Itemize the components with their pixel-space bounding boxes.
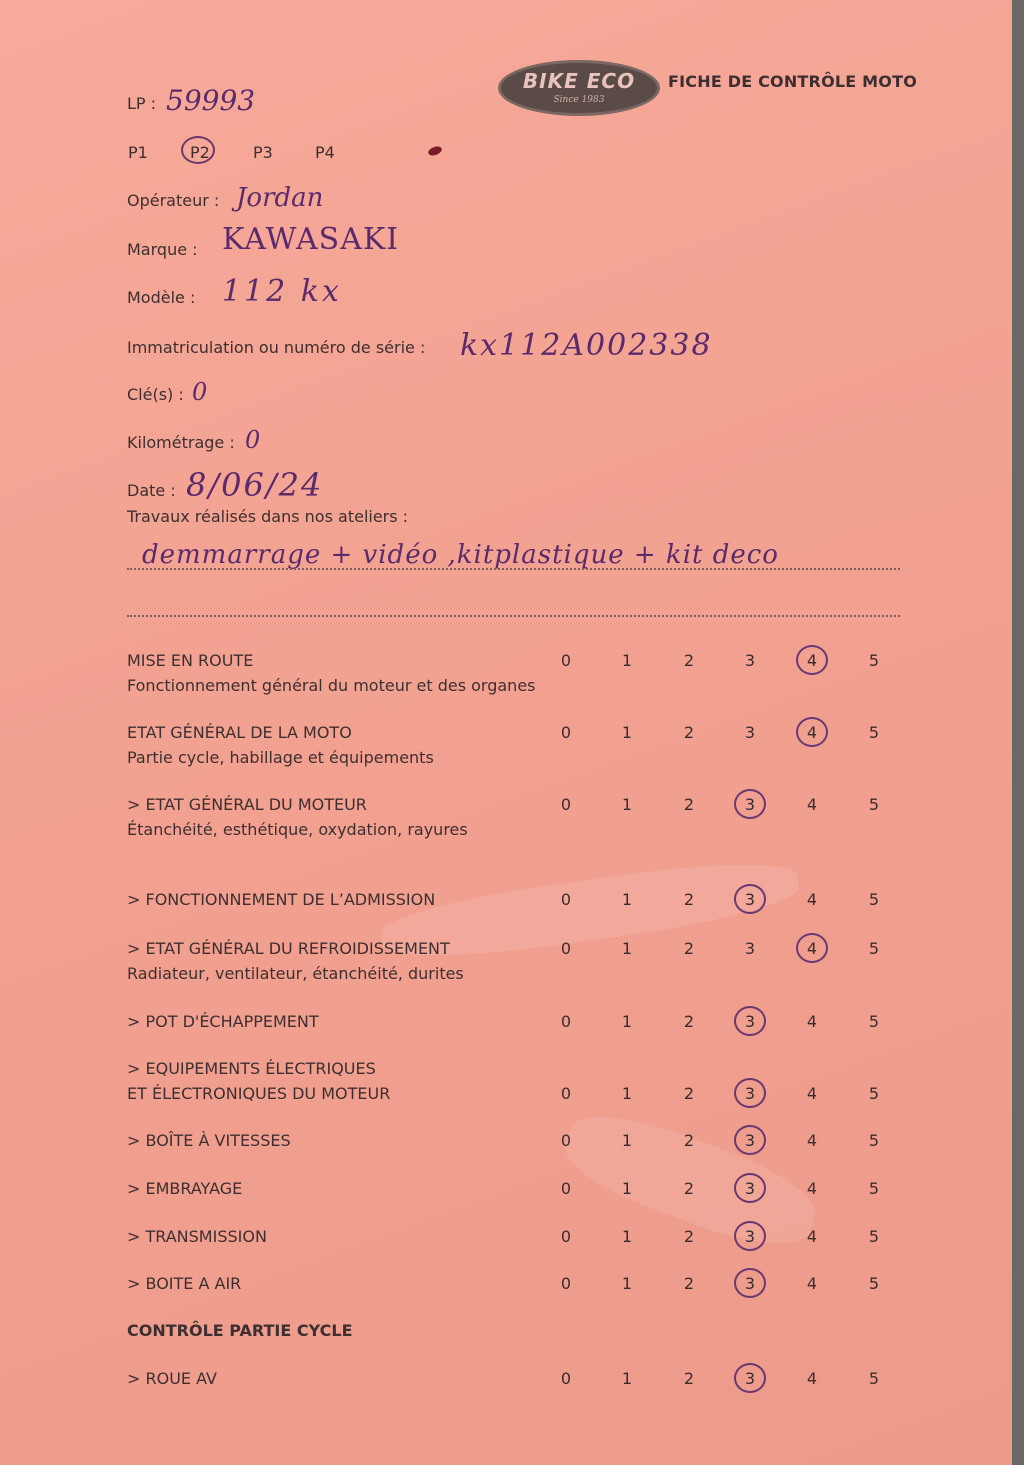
score-circle-selected (734, 1006, 766, 1036)
score-option-1: 1 (621, 1179, 633, 1198)
score-option-5: 5 (868, 1012, 880, 1031)
score-option-5: 5 (868, 1369, 880, 1388)
score-option-4: 4 (806, 1012, 818, 1031)
score-option-5: 5 (868, 890, 880, 909)
score-option-5: 5 (868, 939, 880, 958)
score-circle-selected (734, 789, 766, 819)
score-option-2: 2 (683, 939, 695, 958)
score-option-1: 1 (621, 939, 633, 958)
score-option-0: 0 (560, 1227, 572, 1246)
lp-value: 59993 (166, 84, 256, 117)
score-option-3: 3 (744, 1084, 756, 1103)
score-circle-selected (734, 1125, 766, 1155)
score-option-3: 3 (744, 1274, 756, 1293)
score-option-0: 0 (560, 1084, 572, 1103)
criterion-title: > ROUE AV (127, 1369, 217, 1388)
score-option-2: 2 (683, 1227, 695, 1246)
score-circle-selected (734, 1173, 766, 1203)
score-option-2: 2 (683, 723, 695, 742)
score-option-3: 3 (744, 939, 756, 958)
score-option-4: 4 (806, 795, 818, 814)
date-value: 8/06/24 (186, 466, 324, 504)
score-option-1: 1 (621, 651, 633, 670)
score-option-0: 0 (560, 651, 572, 670)
score-option-1: 1 (621, 1084, 633, 1103)
score-option-1: 1 (621, 890, 633, 909)
score-option-1: 1 (621, 795, 633, 814)
score-option-2: 2 (683, 1084, 695, 1103)
score-option-3: 3 (744, 1131, 756, 1150)
score-circle-selected (734, 1363, 766, 1393)
score-option-1: 1 (621, 1369, 633, 1388)
criterion-subtitle: Étanchéité, esthétique, oxydation, rayures (127, 820, 468, 839)
criterion-title: MISE EN ROUTE (127, 651, 254, 670)
cles-label: Clé(s) : (127, 385, 184, 404)
selected-position-circle (181, 136, 215, 164)
score-option-1: 1 (621, 1131, 633, 1150)
criterion-title: > FONCTIONNEMENT DE L’ADMISSION (127, 890, 436, 909)
score-option-3: 3 (744, 890, 756, 909)
bike-eco-logo: BIKE ECO Since 1983 (498, 60, 660, 116)
immatriculation-value: kx112A002338 (460, 328, 713, 363)
score-option-1: 1 (621, 1227, 633, 1246)
score-option-5: 5 (868, 795, 880, 814)
criterion-title: > ETAT GÉNÉRAL DU REFROIDISSEMENT (127, 939, 450, 958)
score-option-4: 4 (806, 651, 818, 670)
score-option-5: 5 (868, 1084, 880, 1103)
marque-value: KAWASAKI (222, 222, 400, 257)
score-option-0: 0 (560, 939, 572, 958)
travaux-dotted-line-2 (127, 615, 900, 617)
score-option-4: 4 (806, 1274, 818, 1293)
operateur-value: Jordan (236, 183, 324, 213)
score-circle-selected (734, 1221, 766, 1251)
score-option-0: 0 (560, 795, 572, 814)
marque-label: Marque : (127, 240, 198, 259)
criterion-title: > TRANSMISSION (127, 1227, 267, 1246)
operateur-label: Opérateur : (127, 191, 220, 210)
score-option-4: 4 (806, 723, 818, 742)
criterion-title: > ETAT GÉNÉRAL DU MOTEUR (127, 795, 367, 814)
score-option-3: 3 (744, 1179, 756, 1198)
score-option-5: 5 (868, 1227, 880, 1246)
score-option-3: 3 (744, 723, 756, 742)
score-option-0: 0 (560, 1369, 572, 1388)
position-p4: P4 (315, 143, 335, 162)
score-option-2: 2 (683, 651, 695, 670)
score-option-4: 4 (806, 1179, 818, 1198)
score-option-4: 4 (806, 890, 818, 909)
criterion-title: > POT D'ÉCHAPPEMENT (127, 1012, 319, 1031)
score-option-2: 2 (683, 1131, 695, 1150)
score-option-4: 4 (806, 1131, 818, 1150)
section-title-partie-cycle: CONTRÔLE PARTIE CYCLE (127, 1321, 353, 1340)
score-option-5: 5 (868, 1179, 880, 1198)
kilometrage-value: 0 (245, 426, 261, 454)
criterion-subtitle: Partie cycle, habillage et équipements (127, 748, 434, 767)
score-option-3: 3 (744, 795, 756, 814)
score-option-3: 3 (744, 1012, 756, 1031)
position-p1: P1 (128, 143, 148, 162)
score-circle-selected (796, 645, 828, 675)
score-option-4: 4 (806, 1369, 818, 1388)
travaux-dotted-line-1 (127, 568, 900, 570)
modele-value: 112 kx (222, 274, 342, 309)
criterion-title: > EMBRAYAGE (127, 1179, 243, 1198)
criterion-title: ETAT GÉNÉRAL DE LA MOTO (127, 723, 352, 742)
score-option-0: 0 (560, 723, 572, 742)
criterion-title: > EQUIPEMENTS ÉLECTRIQUES (127, 1059, 376, 1078)
score-option-3: 3 (744, 651, 756, 670)
score-option-2: 2 (683, 1179, 695, 1198)
score-option-5: 5 (868, 723, 880, 742)
score-option-5: 5 (868, 651, 880, 670)
criterion-subtitle: Radiateur, ventilateur, étanchéité, durites (127, 964, 464, 983)
score-option-0: 0 (560, 1012, 572, 1031)
criterion-subtitle: Fonctionnement général du moteur et des organes (127, 676, 536, 695)
score-circle-selected (734, 884, 766, 914)
score-option-1: 1 (621, 1274, 633, 1293)
score-option-4: 4 (806, 1227, 818, 1246)
ink-blot (427, 145, 443, 157)
criterion-title: > BOITE A AIR (127, 1274, 242, 1293)
position-p2: P2 (190, 143, 210, 162)
score-option-2: 2 (683, 890, 695, 909)
background-edge (1012, 0, 1024, 1465)
score-option-0: 0 (560, 1274, 572, 1293)
document-title: FICHE DE CONTRÔLE MOTO (668, 72, 918, 91)
modele-label: Modèle : (127, 288, 196, 307)
score-option-2: 2 (683, 1369, 695, 1388)
criterion-subtitle: ET ÉLECTRONIQUES DU MOTEUR (127, 1084, 391, 1103)
score-circle-selected (796, 717, 828, 747)
score-option-5: 5 (868, 1131, 880, 1150)
immatriculation-label: Immatriculation ou numéro de série : (127, 338, 426, 357)
lp-label: LP : (127, 94, 157, 113)
score-circle-selected (734, 1078, 766, 1108)
score-circle-selected (796, 933, 828, 963)
cles-value: 0 (192, 378, 208, 406)
score-option-0: 0 (560, 890, 572, 909)
score-option-5: 5 (868, 1274, 880, 1293)
score-option-4: 4 (806, 1084, 818, 1103)
kilometrage-label: Kilométrage : (127, 433, 235, 452)
travaux-line-1: demmarrage + vidéo ,kitplastique + kit deco (142, 540, 779, 570)
score-option-0: 0 (560, 1179, 572, 1198)
score-option-4: 4 (806, 939, 818, 958)
score-option-3: 3 (744, 1369, 756, 1388)
score-option-1: 1 (621, 723, 633, 742)
score-option-3: 3 (744, 1227, 756, 1246)
score-option-1: 1 (621, 1012, 633, 1031)
criterion-title: > BOÎTE À VITESSES (127, 1131, 291, 1150)
score-option-2: 2 (683, 1012, 695, 1031)
date-label: Date : (127, 481, 176, 500)
score-option-2: 2 (683, 1274, 695, 1293)
score-option-2: 2 (683, 795, 695, 814)
position-p3: P3 (253, 143, 273, 162)
score-circle-selected (734, 1268, 766, 1298)
score-option-0: 0 (560, 1131, 572, 1150)
travaux-label: Travaux réalisés dans nos ateliers : (127, 507, 409, 526)
